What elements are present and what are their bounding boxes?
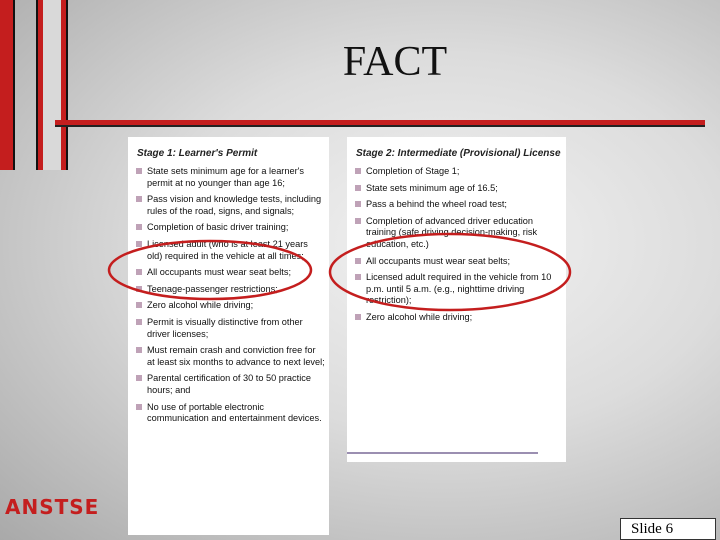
list-item: State sets minimum age of 16.5; bbox=[355, 183, 562, 195]
list-item: Pass a behind the wheel road test; bbox=[355, 199, 562, 211]
list-item: Permit is visually distinctive from other driver licenses; bbox=[136, 317, 325, 340]
slide-title: FACT bbox=[342, 39, 448, 85]
list-item: Pass vision and knowledge tests, including rules of the road, signs, and signals; bbox=[136, 194, 325, 217]
stage2-heading: Stage 2: Intermediate (Provisional) License bbox=[356, 148, 561, 159]
list-item: Zero alcohol while driving; bbox=[136, 300, 325, 312]
list-item: Parental certification of 30 to 50 practice hours; and bbox=[136, 373, 325, 396]
list-item: Licensed adult required in the vehicle from 10 p.m. until 5 a.m. (e.g., nighttime driving restriction); bbox=[355, 272, 562, 307]
stage1-heading: Stage 1: Learner's Permit bbox=[137, 148, 258, 159]
stage1-panel bbox=[128, 137, 329, 535]
title-underline-black bbox=[55, 125, 705, 127]
list-item: All occupants must wear seat belts; bbox=[355, 256, 562, 268]
list-item: State sets minimum age for a learner's permit at no younger than age 16; bbox=[136, 166, 325, 189]
list-item: Must remain crash and conviction free for at least six months to advance to next level; bbox=[136, 345, 325, 368]
list-item: Licensed adult (who is at least 21 years old) required in the vehicle at all times; bbox=[136, 239, 325, 262]
panel-bottom-rule bbox=[347, 452, 538, 454]
list-item: Completion of Stage 1; bbox=[355, 166, 562, 178]
stage1-list bbox=[128, 166, 329, 425]
list-item: All occupants must wear seat belts; bbox=[136, 267, 325, 279]
list-item: Completion of advanced driver education training (safe driving decision-making, risk education, etc.) bbox=[355, 216, 562, 251]
list-item: Completion of basic driver training; bbox=[136, 222, 325, 234]
anstse-logo: ANSTSE bbox=[5, 495, 100, 519]
slide-number: Slide 6 bbox=[620, 518, 716, 540]
stage2-panel bbox=[347, 137, 566, 462]
stage2-list bbox=[347, 166, 566, 324]
list-item: No use of portable electronic communication and entertainment devices. bbox=[136, 402, 325, 425]
list-item: Teenage-passenger restrictions; bbox=[136, 284, 325, 296]
list-item: Zero alcohol while driving; bbox=[355, 312, 562, 324]
